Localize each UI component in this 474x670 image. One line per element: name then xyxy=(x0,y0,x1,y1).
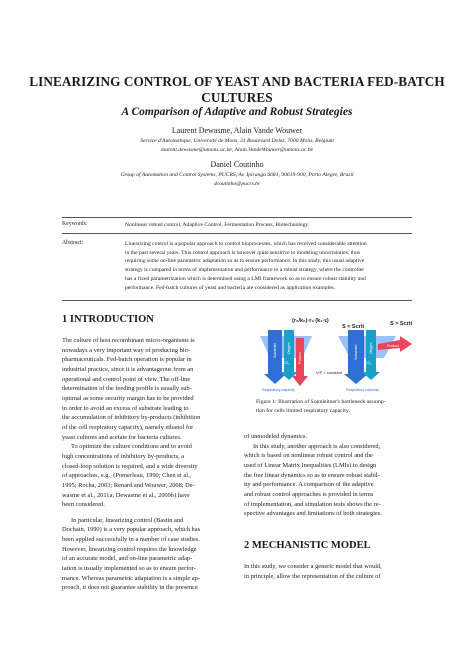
title-line-1: LINEARIZING CONTROL OF YEAST AND BACTERIA FED-BATCH xyxy=(29,74,445,89)
affiliation-1: Service d'Automatique, Université de Mons, 31 Boulevard Dolez, 7000 Mons, Belgium xyxy=(140,138,334,144)
intro-paragraph-1 xyxy=(62,336,234,442)
right-co2-label: CO₂ xyxy=(365,361,372,365)
keywords-label: Keywords: xyxy=(62,221,88,227)
abstract-line: Linearizing control is a popular approach to control bioprocesses, which has received considerable attention xyxy=(125,241,367,247)
text-line: of unmodeled dynamics. xyxy=(244,433,308,440)
text-line: yeast cultures and acetate for bacteria cultures. xyxy=(62,433,182,441)
right-bottleneck xyxy=(338,330,412,384)
right-column xyxy=(244,432,416,519)
left-column xyxy=(62,336,234,593)
text-line: in principle, allow the representation of the culture of xyxy=(244,572,381,580)
divider-top xyxy=(62,217,412,218)
right-paragraph-3 xyxy=(244,562,416,581)
email-2: dcoutinho@pucrs.br xyxy=(213,181,261,187)
left-substrate-label: Substrate xyxy=(273,342,277,358)
text-line: wasme et al., 2011a; Dewasme et al., 2009b) have xyxy=(62,491,190,499)
text-line: the free linear dynamics so as to ensure robust stabil- xyxy=(244,471,380,479)
text-line: nowadays a very important way of producing bio- xyxy=(62,346,190,354)
text-line: The culture of host recombinant micro-organisms is xyxy=(62,337,195,344)
right-paragraph-2 xyxy=(244,442,416,519)
text-line: spective advantages and limitations of both strategies. xyxy=(244,510,382,518)
right-product-label: Product xyxy=(387,344,399,348)
text-line: industrial practice, since it is advantageous from an xyxy=(62,365,194,373)
text-line: In this study, we consider a generic model that would, xyxy=(244,563,382,570)
right-column-continued xyxy=(244,562,416,581)
text-line: operational and control point of view. The off-line xyxy=(62,375,191,383)
figure-right-top-label: S > Scrit xyxy=(390,321,413,327)
abstract-line: performance. Fed-batch cultures of yeast and bacteria are considered as application examples. xyxy=(125,284,336,291)
text-line: In particular, linearizing control (Bastin and xyxy=(71,516,184,524)
text-line: ity and performance. A comparison of the adaptive xyxy=(244,481,374,489)
right-substrate-label: Substrate xyxy=(354,344,358,360)
divider-mid xyxy=(62,233,412,234)
abstract-text xyxy=(125,240,425,292)
left-product-label: Product xyxy=(298,352,302,364)
divider-bottom xyxy=(62,300,412,301)
abstract-label: Abstract: xyxy=(62,240,84,246)
figure-left-top-label: S < Scrit xyxy=(342,324,365,330)
text-line: the accumulation of inhibitory by-products (inhibition xyxy=(62,414,201,422)
text-line: high concentrations of inhibitory by-products, a xyxy=(62,452,185,460)
text-line: closed-loop solution is required, and a wide diversity xyxy=(62,462,198,470)
left-oxygen-label: Oxygen xyxy=(287,342,291,354)
authors-group-1: Laurent Dewasme, Alain Vande Wouwer xyxy=(171,126,303,135)
text-line: used of Linear Matrix Inequalities (LMIs) to design xyxy=(244,461,377,469)
text-line: Dochain, 1990) is a very popular approach, which has xyxy=(62,526,201,534)
text-line: optimal as some security margin has to be provided xyxy=(62,394,194,402)
title-line-2: CULTURES xyxy=(201,90,273,105)
figure-right-bottom-label: Respiratory capacity xyxy=(346,388,379,392)
left-co2-label: CO₂ xyxy=(283,361,290,365)
text-line: determination of the feeding profile is usually sub- xyxy=(62,385,192,393)
intro-paragraph-2 xyxy=(62,442,234,510)
figure-left-bottom-label: Respiratory capacity xyxy=(262,388,295,392)
text-line: 1995; Rocha, 2003; Renard and Wouwer, 2008; De- xyxy=(62,481,195,489)
text-line: been applied successfully in a number of case studies. xyxy=(62,536,200,544)
paper-subtitle: A Comparison of Adaptive and Robust Strategies xyxy=(121,106,353,118)
caption-line: Figure 1: Illustration of Sonnleitner's bottleneck assump- xyxy=(256,399,386,405)
text-line: of implementation, and simulation tests shows the re- xyxy=(244,500,381,508)
figure-1-diagram xyxy=(250,314,414,394)
section-1-heading: 1 INTRODUCTION xyxy=(62,314,154,325)
text-line: and robust control approaches is provided in terms xyxy=(244,490,374,498)
keywords-text: Nonlinear robust control, Adaptive Control, Fermentation Process, Biotechnology. xyxy=(125,222,310,228)
abstract-line: strategy is compared in terms of implementation and performance to a robust strategy, where the controller xyxy=(125,267,365,274)
right-paragraph-1 xyxy=(244,432,416,442)
right-oxygen-label: Oxygen xyxy=(369,342,373,354)
left-substrate-arrow-head xyxy=(264,374,286,384)
figure-top-label: (r₀/k₀)·r₀ (k₁·ε) xyxy=(292,318,329,324)
text-line: mance. Whereas parametric adaptation is a simple ap- xyxy=(62,574,200,582)
text-line: proach, it does not guarantee stability in the presence xyxy=(62,584,198,592)
email-1: laurent.dewasme@umons.ac.be, Alain.VandeWouwer@umons.ac.be xyxy=(160,147,314,153)
text-line: pharmaceuticals. Fed-batch operation is popular in xyxy=(62,356,192,364)
left-bottleneck xyxy=(260,330,312,386)
abstract-line: has a fixed parametrization which is determined using a LMI framework so as to ensure robust stability and xyxy=(125,275,366,282)
text-line: tation is usually implemented so as to ensure perfor- xyxy=(62,565,196,573)
text-line: of approaches, e.g., (Pomerleau, 1990; Chen et al., xyxy=(62,472,192,480)
text-line: To optimize the culture conditions and to avoid xyxy=(71,443,192,451)
abstract-line: requiring some on-line parametric adaptation so as to ensure performance. In this study, this usual adaptive xyxy=(125,258,365,265)
right-substrate-arrow-head xyxy=(344,374,368,384)
intro-paragraph-3 xyxy=(62,516,234,593)
section-2-heading: 2 MECHANISTIC MODEL xyxy=(244,540,371,551)
figure-1-caption xyxy=(256,398,416,415)
abstract-line: in the past several years. This control approach is however quite sensitive to modeling uncertainties, thus xyxy=(125,249,360,256)
caption-line: tion for cells limited respiratory capacity. xyxy=(256,407,350,414)
text-line: which is based on nonlinear robust control and the xyxy=(244,452,373,460)
text-line: In this study, another approach is also considered, xyxy=(253,442,381,450)
authors-group-2: Daniel Coutinho xyxy=(210,160,264,169)
figure-mid-label: V/F = constant xyxy=(316,370,342,375)
text-line: of an accurate model, and on-line parametric adap- xyxy=(62,555,193,563)
text-line: of the cell respiratory capacity), namely ethanol for xyxy=(62,423,194,431)
text-line: been considered. xyxy=(62,501,105,509)
paper-title xyxy=(0,74,474,106)
text-line: in order to avoid an excess of substrate leading to xyxy=(62,404,189,412)
text-line: However, linearizing control requires the knowledge xyxy=(62,545,197,553)
affiliation-2: Group of Automation and Control Systems, PUCRS, Av. Ipiranga 6681, 90619-900, Porto Alegre, Brazil xyxy=(120,172,354,178)
